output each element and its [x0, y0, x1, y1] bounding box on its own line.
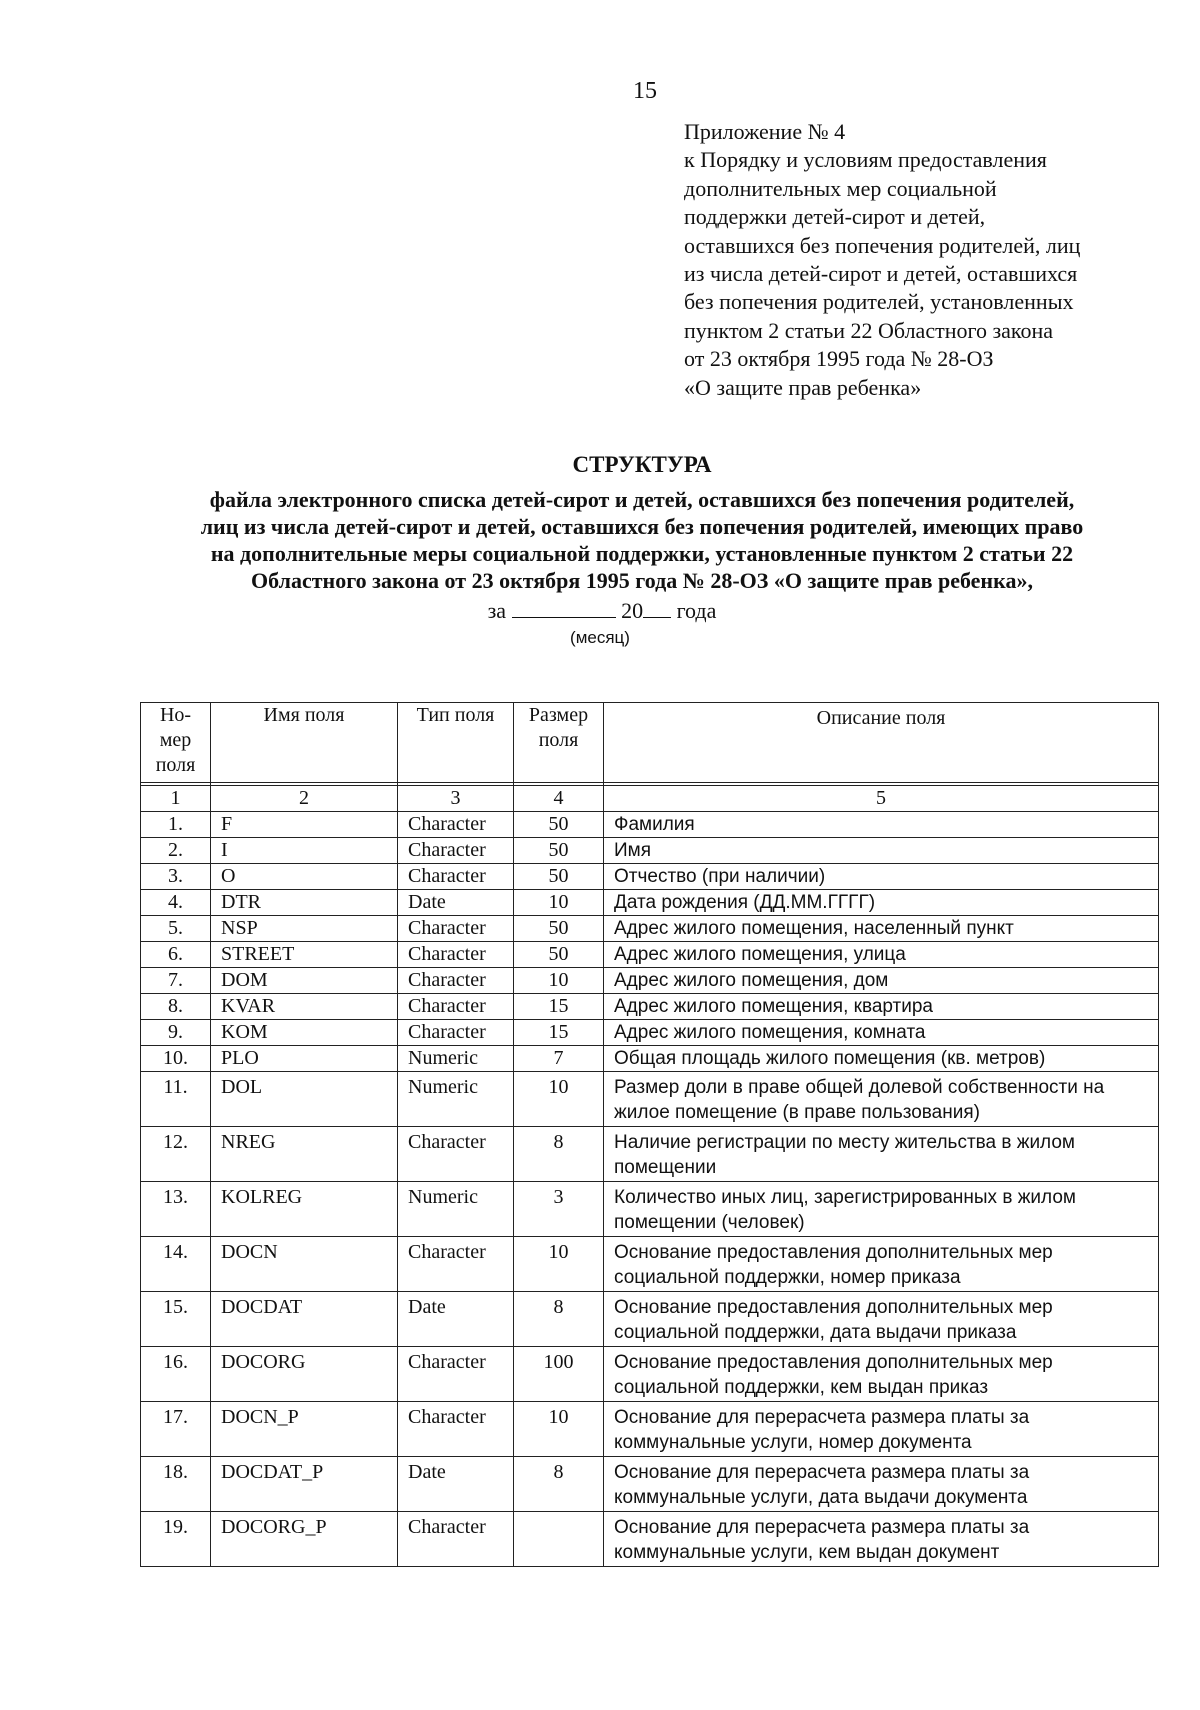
header-text: Описание поля: [816, 707, 946, 729]
field-size: 50: [514, 864, 604, 890]
appendix-line: пунктом 2 статьи 22 Областного закона: [684, 317, 1054, 343]
appendix-line: к Порядку и условиям предоставления: [684, 147, 1047, 173]
field-number: 11.: [141, 1072, 211, 1127]
field-name: DTR: [211, 890, 398, 916]
field-number: 17.: [141, 1402, 211, 1457]
table-row: [141, 864, 1159, 890]
field-number: 13.: [141, 1182, 211, 1237]
subtitle-line: на дополнительные меры социальной поддержки, установленные пунктом 2 статьи 22: [210, 541, 1074, 566]
field-number: 1.: [141, 812, 211, 838]
field-type: Date: [398, 890, 514, 916]
field-size: 15: [514, 994, 604, 1020]
field-description: Основание для перерасчета размера платы за коммунальные услуги, номер документа: [604, 1402, 1159, 1457]
year-blank: [643, 599, 671, 618]
field-description: Основание для перерасчета размера платы за коммунальные услуги, дата выдачи документа: [604, 1457, 1159, 1512]
field-description: Дата рождения (ДД.ММ.ГГГГ): [604, 890, 1159, 916]
field-name: DOCN: [211, 1237, 398, 1292]
field-description: Общая площадь жилого помещения (кв. метров): [604, 1046, 1159, 1072]
header-text: Имя поля: [263, 704, 345, 726]
appendix-block: [684, 118, 1080, 402]
field-name: DOL: [211, 1072, 398, 1127]
field-name: DOCORG: [211, 1347, 398, 1402]
table-row: [141, 1072, 1159, 1127]
column-number: 4: [514, 786, 604, 812]
appendix-line: дополнительных мер социальной: [684, 175, 997, 201]
field-number: 4.: [141, 890, 211, 916]
column-number: 3: [398, 786, 514, 812]
field-description: Основание предоставления дополнительных мер социальной поддержки, дата выдачи приказа: [604, 1292, 1159, 1347]
field-description: Отчество (при наличии): [604, 864, 1159, 890]
field-type: Date: [398, 1457, 514, 1512]
field-name: PLO: [211, 1046, 398, 1072]
column-number: 5: [604, 786, 1159, 812]
column-number: 1: [141, 786, 211, 812]
table-row: [141, 968, 1159, 994]
year-prefix: 20: [621, 598, 644, 623]
field-size: 8: [514, 1127, 604, 1182]
field-number: 10.: [141, 1046, 211, 1072]
month-blank: [512, 599, 616, 618]
header-text: Тип поля: [416, 704, 495, 726]
field-description: Имя: [604, 838, 1159, 864]
field-size: 50: [514, 838, 604, 864]
field-type: Character: [398, 1127, 514, 1182]
field-size: 10: [514, 890, 604, 916]
column-numbers-row: [141, 786, 1159, 812]
field-size: [514, 1512, 604, 1567]
appendix-line: из числа детей-сирот и детей, оставшихся: [684, 260, 1078, 286]
fields-table: [140, 702, 1159, 1567]
field-number: 14.: [141, 1237, 211, 1292]
table-row: [141, 1237, 1159, 1292]
field-number: 2.: [141, 838, 211, 864]
subtitle-line: файла электронного списка детей-сирот и детей, оставшихся без попечения родителей,: [209, 487, 1075, 512]
field-description: Наличие регистрации по месту жительства в жилом помещении: [604, 1127, 1159, 1182]
field-type: Character: [398, 1402, 514, 1457]
field-description: Основание для перерасчета размера платы за коммунальные услуги, кем выдан документ: [604, 1512, 1159, 1567]
field-number: 3.: [141, 864, 211, 890]
period-prefix: за: [487, 598, 507, 623]
appendix-line: «О защите прав ребенка»: [684, 374, 922, 400]
header-text: поля: [155, 754, 196, 776]
field-description: Адрес жилого помещения, населенный пункт: [604, 916, 1159, 942]
period-suffix: года: [676, 598, 717, 623]
field-type: Character: [398, 942, 514, 968]
month-hint: (месяц): [570, 628, 630, 647]
field-name: DOM: [211, 968, 398, 994]
field-type: Character: [398, 994, 514, 1020]
column-number: 2: [211, 786, 398, 812]
header-name: [211, 703, 398, 783]
field-name: STREET: [211, 942, 398, 968]
reporting-period: [0, 598, 1200, 624]
field-type: Character: [398, 968, 514, 994]
table-row: [141, 1292, 1159, 1347]
field-size: 3: [514, 1182, 604, 1237]
field-type: Character: [398, 1347, 514, 1402]
header-text: мер: [159, 729, 192, 751]
field-size: 50: [514, 812, 604, 838]
field-name: O: [211, 864, 398, 890]
field-number: 16.: [141, 1347, 211, 1402]
table-row: [141, 994, 1159, 1020]
appendix-line: от 23 октября 1995 года № 28-ОЗ: [684, 346, 994, 372]
subtitle-line: Областного закона от 23 октября 1995 года № 28-ОЗ «О защите прав ребенка»,: [251, 568, 1033, 593]
field-type: Numeric: [398, 1046, 514, 1072]
field-number: 15.: [141, 1292, 211, 1347]
field-type: Character: [398, 1020, 514, 1046]
table-row: [141, 1402, 1159, 1457]
table-row: [141, 1046, 1159, 1072]
field-number: 18.: [141, 1457, 211, 1512]
field-number: 9.: [141, 1020, 211, 1046]
field-size: 50: [514, 942, 604, 968]
field-type: Character: [398, 1512, 514, 1567]
header-size: [514, 703, 604, 783]
field-description: Основание предоставления дополнительных мер социальной поддержки, кем выдан приказ: [604, 1347, 1159, 1402]
table-row: [141, 1020, 1159, 1046]
table-row: [141, 942, 1159, 968]
field-size: 8: [514, 1292, 604, 1347]
table-row: [141, 1347, 1159, 1402]
field-name: DOCDAT: [211, 1292, 398, 1347]
document-title: СТРУКТУРА: [572, 452, 712, 477]
field-number: 19.: [141, 1512, 211, 1567]
appendix-line: оставшихся без попечения родителей, лиц: [684, 232, 1081, 258]
field-size: 10: [514, 1072, 604, 1127]
page-number: 15: [633, 78, 657, 104]
field-name: DOCORG_P: [211, 1512, 398, 1567]
field-description: Количество иных лиц, зарегистрированных в жилом помещении (человек): [604, 1182, 1159, 1237]
field-type: Character: [398, 916, 514, 942]
field-number: 8.: [141, 994, 211, 1020]
header-text: поля: [538, 729, 579, 751]
table-row: [141, 838, 1159, 864]
header-type: [398, 703, 514, 783]
header-number: [141, 703, 211, 783]
field-size: 50: [514, 916, 604, 942]
table-header-row: [141, 703, 1159, 783]
document-subtitle: [140, 486, 1144, 594]
field-number: 7.: [141, 968, 211, 994]
table-row: [141, 812, 1159, 838]
field-size: 10: [514, 968, 604, 994]
appendix-line: Приложение № 4: [684, 119, 846, 144]
field-size: 8: [514, 1457, 604, 1512]
field-description: Адрес жилого помещения, комната: [604, 1020, 1159, 1046]
table-row: [141, 890, 1159, 916]
field-number: 5.: [141, 916, 211, 942]
field-name: I: [211, 838, 398, 864]
field-name: KOM: [211, 1020, 398, 1046]
field-description: Размер доли в праве общей долевой собственности на жилое помещение (в праве пользования): [604, 1072, 1159, 1127]
field-type: Numeric: [398, 1072, 514, 1127]
field-name: DOCDAT_P: [211, 1457, 398, 1512]
field-size: 7: [514, 1046, 604, 1072]
field-number: 6.: [141, 942, 211, 968]
header-text: Но-: [159, 704, 192, 726]
table-row: [141, 1127, 1159, 1182]
field-name: KVAR: [211, 994, 398, 1020]
field-description: Основание предоставления дополнительных мер социальной поддержки, номер приказа: [604, 1237, 1159, 1292]
field-size: 100: [514, 1347, 604, 1402]
field-type: Character: [398, 864, 514, 890]
field-number: 12.: [141, 1127, 211, 1182]
appendix-line: без попечения родителей, установленных: [684, 289, 1074, 315]
field-type: Character: [398, 1237, 514, 1292]
table-row: [141, 1512, 1159, 1567]
header-description: [604, 703, 1159, 783]
field-size: 10: [514, 1237, 604, 1292]
field-name: NSP: [211, 916, 398, 942]
field-type: Character: [398, 812, 514, 838]
table-row: [141, 916, 1159, 942]
field-name: DOCN_P: [211, 1402, 398, 1457]
field-description: Адрес жилого помещения, дом: [604, 968, 1159, 994]
field-name: KOLREG: [211, 1182, 398, 1237]
field-size: 15: [514, 1020, 604, 1046]
table-row: [141, 1457, 1159, 1512]
subtitle-line: лиц из числа детей-сирот и детей, оставшихся без попечения родителей, имеющих право: [200, 514, 1084, 539]
field-name: F: [211, 812, 398, 838]
field-description: Фамилия: [604, 812, 1159, 838]
field-name: NREG: [211, 1127, 398, 1182]
field-type: Character: [398, 838, 514, 864]
field-type: Numeric: [398, 1182, 514, 1237]
field-description: Адрес жилого помещения, квартира: [604, 994, 1159, 1020]
table-row: [141, 1182, 1159, 1237]
field-description: Адрес жилого помещения, улица: [604, 942, 1159, 968]
header-text: Размер: [528, 704, 589, 726]
field-size: 10: [514, 1402, 604, 1457]
field-type: Date: [398, 1292, 514, 1347]
appendix-line: поддержки детей-сирот и детей,: [684, 204, 986, 230]
